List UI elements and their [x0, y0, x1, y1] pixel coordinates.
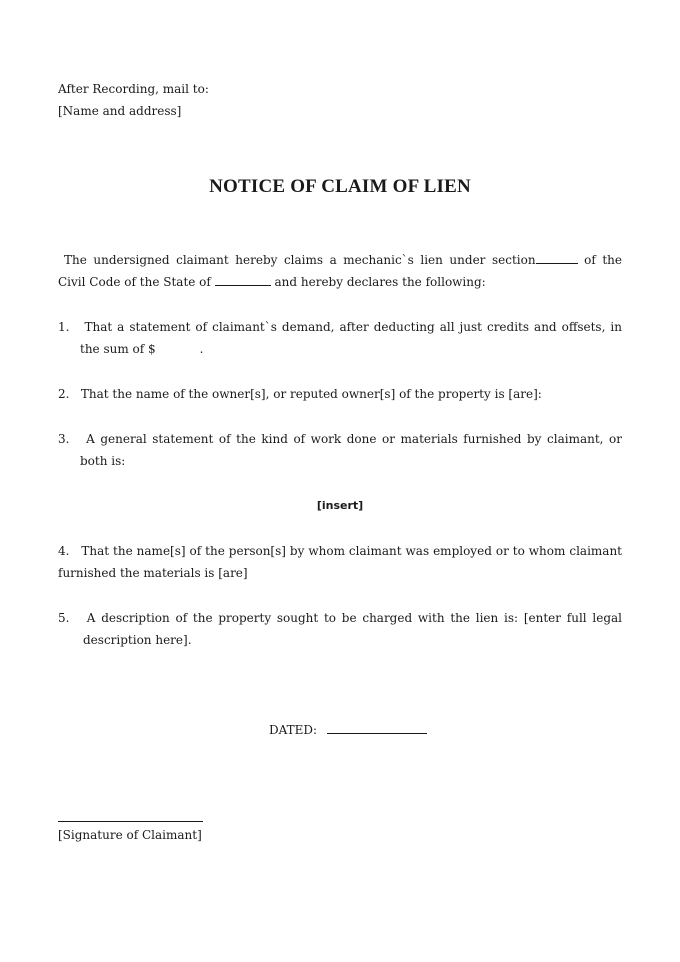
list-item-2: [58, 383, 622, 405]
item-text-end: .: [199, 342, 204, 356]
list-item-4: [58, 540, 622, 584]
item-number: 4.: [58, 544, 70, 558]
list-item-1: [58, 316, 622, 360]
dated-line: [58, 719, 622, 741]
state-name-blank: [215, 273, 271, 286]
item-text: That the name[s] of the person[s] by whom claimant was employed or to whom claimant furnished the materials is [are]: [58, 544, 622, 580]
item-text: That the name of the owner[s], or reputed owner[s] of the property is [are]:: [80, 387, 542, 401]
item-text: A general statement of the kind of work done or materials furnished by claimant, or both is:: [80, 432, 622, 468]
item-number: 5.: [58, 611, 70, 625]
item-text: A description of the property sought to be charged with the lien is: [enter full legal description here].: [83, 611, 622, 647]
intro-paragraph: [58, 249, 622, 293]
item-number: 1.: [58, 320, 70, 334]
insert-placeholder: [insert]: [316, 499, 364, 512]
document-page: [58, 78, 622, 846]
item-text: That a statement of claimant`s demand, after deducting all just credits and offsets, in the sum of $: [80, 320, 622, 356]
document-title: NOTICE OF CLAIM OF LIEN: [209, 176, 471, 197]
item-number: 3.: [58, 432, 70, 446]
dated-label: DATED:: [268, 723, 318, 737]
intro-text-1: The undersigned claimant hereby claims a mechanic`s lien under section: [64, 253, 536, 267]
signature-line: [58, 821, 203, 822]
mail-to-address: [Name and address]: [58, 104, 182, 118]
item-number: 2.: [58, 387, 70, 401]
signature-label: [Signature of Claimant]: [58, 828, 202, 842]
intro-text-2: of the Civil Code of the State of: [58, 253, 622, 289]
mail-to-block: [58, 78, 622, 122]
mail-to-label: After Recording, mail to:: [58, 82, 209, 96]
date-blank: [327, 721, 427, 734]
section-number-blank: [536, 251, 578, 264]
intro-text-3: and hereby declares the following:: [274, 275, 486, 289]
signature-block: [58, 821, 622, 846]
list-item-5: [58, 607, 622, 651]
list-item-3: [58, 428, 622, 472]
